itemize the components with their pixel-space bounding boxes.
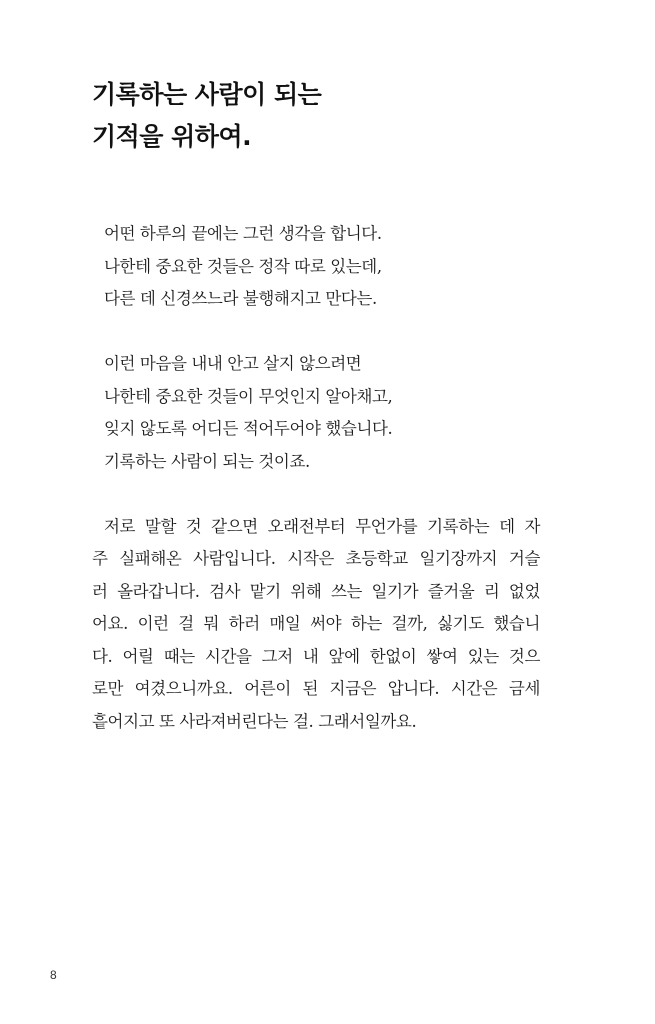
page-number: 8	[50, 968, 57, 982]
paragraph-2	[92, 348, 540, 478]
chapter-title-line-1: 기록하는 사람이 되는	[92, 80, 322, 109]
paragraph-line: 흩어지고 또 사라져버린다는 걸. 그래서일까요.	[92, 711, 417, 731]
paragraph-line: 저로 말할 것 같으면 오래전부터 무언가를 기록하는 데 자	[104, 516, 540, 536]
paragraph-line: 다. 어릴 때는 시간을 그저 내 앞에 한없이 쌓여 있는 것으	[92, 646, 540, 666]
paragraph-line: 이런 마음을 내내 안고 살지 않으려면	[104, 354, 362, 373]
paragraph-3	[92, 511, 540, 739]
paragraph-line: 어떤 하루의 끝에는 그런 생각을 합니다.	[104, 224, 382, 243]
body-text	[92, 218, 540, 738]
paragraph-line: 주 실패해온 사람입니다. 시작은 초등학교 일기장까지 거슬	[92, 549, 540, 568]
paragraph-line: 기록하는 사람이 되는 것이죠.	[104, 451, 310, 471]
chapter-title	[92, 74, 572, 158]
paragraph-1	[92, 218, 540, 316]
chapter-title-line-2: 기적을 위하여.	[92, 122, 252, 151]
paragraph-spacer	[92, 478, 540, 511]
paragraph-line: 어요. 이런 걸 뭐 하러 매일 써야 하는 걸까, 싫기도 했습니	[92, 614, 540, 633]
paragraph-line: 다른 데 신경쓰느라 불행해지고 만다는.	[104, 289, 377, 308]
paragraph-line: 러 올라갑니다. 검사 맡기 위해 쓰는 일기가 즐거울 리 없었	[92, 581, 540, 601]
paragraph-line: 잊지 않도록 어디든 적어두어야 했습니다.	[104, 419, 393, 438]
paragraph-line: 로만 여겼으니까요. 어른이 된 지금은 압니다. 시간은 금세	[92, 679, 540, 698]
paragraph-spacer	[92, 316, 540, 349]
paragraph-line: 나한테 중요한 것들은 정작 따로 있는데,	[104, 256, 382, 276]
paragraph-line: 나한테 중요한 것들이 무엇인지 알아채고,	[104, 386, 393, 406]
